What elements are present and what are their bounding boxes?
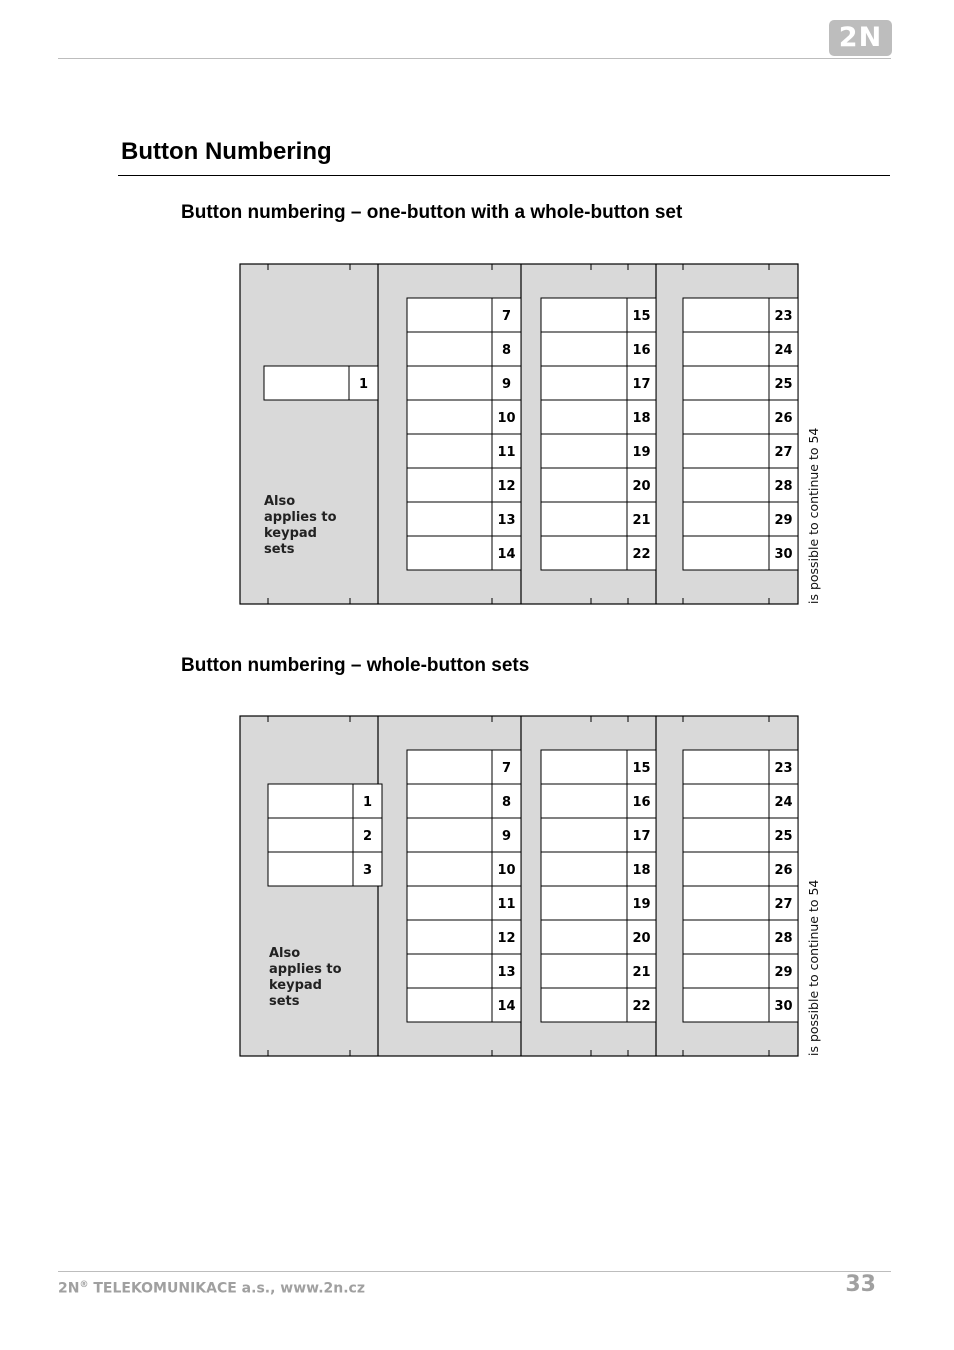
button-number: 30 — [774, 547, 793, 562]
button-number: 17 — [632, 829, 651, 844]
button-number: 14 — [497, 999, 516, 1014]
button-number: 21 — [632, 965, 651, 980]
button-number: 7 — [501, 761, 512, 776]
button-number: 19 — [632, 897, 651, 912]
continue-note: is possible to continue to 54 — [806, 879, 821, 1056]
button-number: 20 — [632, 931, 651, 946]
button-number: 26 — [774, 863, 793, 878]
button-number: 25 — [774, 377, 793, 392]
button-number: 25 — [774, 829, 793, 844]
button-number: 14 — [497, 547, 516, 562]
button-numbering-diagram-whole-button — [230, 708, 840, 1060]
button-number: 16 — [632, 343, 651, 358]
button-number: 1 — [362, 795, 373, 810]
button-number: 17 — [632, 377, 651, 392]
button-number: 13 — [497, 513, 516, 528]
button-number: 18 — [632, 411, 651, 426]
button-number: 20 — [632, 479, 651, 494]
button-number: 30 — [774, 999, 793, 1014]
button-number: 26 — [774, 411, 793, 426]
button-number: 22 — [632, 999, 651, 1014]
diagram-1-heading: Button numbering – one-button with a whole-button set — [181, 202, 683, 223]
section-title: Button Numbering — [121, 138, 332, 165]
button-number: 1 — [358, 377, 369, 392]
button-number: 12 — [497, 479, 516, 494]
button-number: 19 — [632, 445, 651, 460]
button-number: 9 — [501, 377, 512, 392]
button-number: 7 — [501, 309, 512, 324]
button-number: 23 — [774, 309, 793, 324]
button-number: 27 — [774, 445, 793, 460]
button-number: 22 — [632, 547, 651, 562]
button-number: 13 — [497, 965, 516, 980]
button-number: 11 — [497, 897, 516, 912]
footer-company: 2N® TELEKOMUNIKACE a.s., www.2n.cz — [58, 1280, 365, 1297]
button-number: 28 — [774, 479, 793, 494]
keypad-note-line: applies to — [264, 510, 337, 525]
button-number: 11 — [497, 445, 516, 460]
button-number: 28 — [774, 931, 793, 946]
keypad-note-line: Also — [269, 946, 301, 961]
button-number: 10 — [497, 863, 516, 878]
button-number: 3 — [362, 863, 373, 878]
button-number: 27 — [774, 897, 793, 912]
footer-divider — [58, 1271, 891, 1272]
keypad-note-line: sets — [269, 994, 300, 1009]
button-number: 15 — [632, 761, 651, 776]
button-number: 9 — [501, 829, 512, 844]
header-divider — [58, 58, 891, 59]
button-number: 21 — [632, 513, 651, 528]
continue-note: is possible to continue to 54 — [806, 427, 821, 604]
button-numbering-diagram-one-button — [230, 256, 840, 608]
page-number: 33 — [845, 1272, 876, 1297]
button-number: 2 — [362, 829, 373, 844]
button-number: 8 — [501, 795, 512, 810]
button-number: 29 — [774, 965, 793, 980]
button-number: 16 — [632, 795, 651, 810]
button-number: 24 — [774, 795, 793, 810]
button-number: 29 — [774, 513, 793, 528]
button-number: 24 — [774, 343, 793, 358]
section-divider — [118, 175, 890, 176]
button-number: 8 — [501, 343, 512, 358]
button-number: 10 — [497, 411, 516, 426]
keypad-note-line: keypad — [269, 978, 322, 993]
keypad-note-line: sets — [264, 542, 295, 557]
button-number: 18 — [632, 863, 651, 878]
keypad-note-line: Also — [264, 494, 296, 509]
button-number: 12 — [497, 931, 516, 946]
keypad-note-line: keypad — [264, 526, 317, 541]
button-number: 23 — [774, 761, 793, 776]
button-number: 15 — [632, 309, 651, 324]
keypad-note-line: applies to — [269, 962, 342, 977]
brand-logo: 2N — [829, 20, 892, 56]
diagram-2-heading: Button numbering – whole-button sets — [181, 655, 530, 676]
